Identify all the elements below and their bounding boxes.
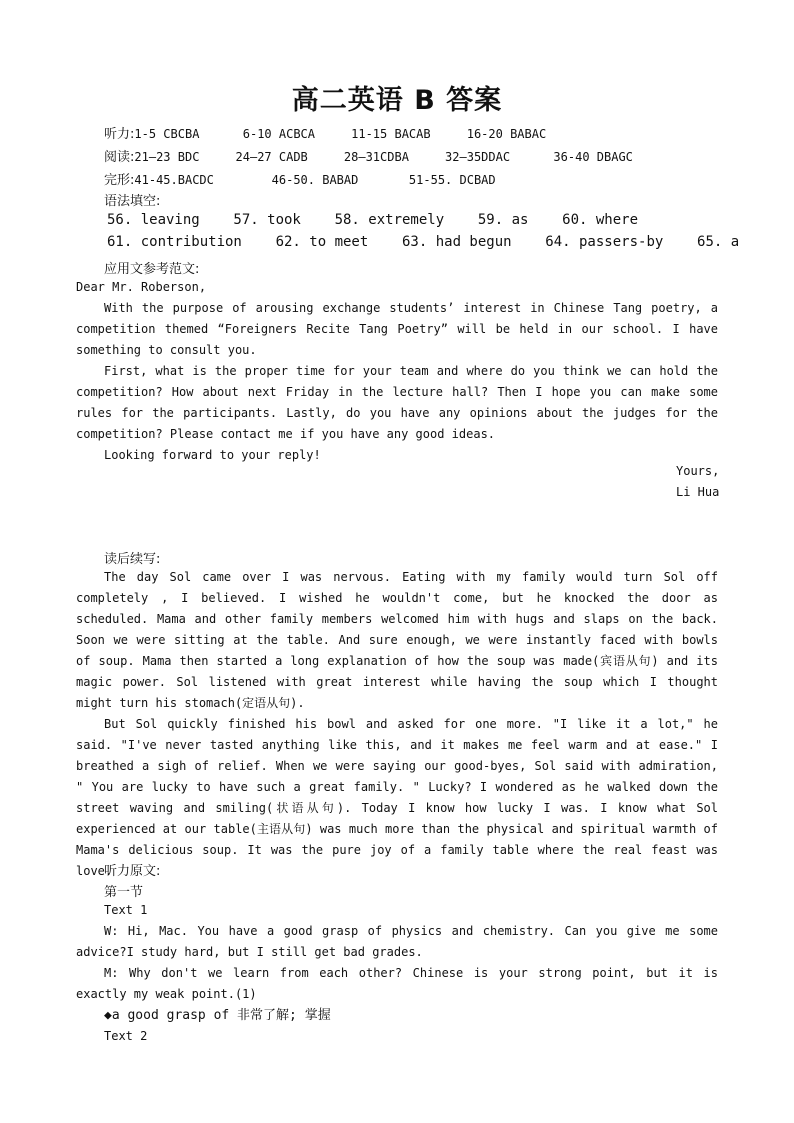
transcript-label: 听力原文: (104, 864, 161, 879)
transcript-body (76, 900, 718, 1047)
letter-paragraph-2: First, what is the proper time for your team and where do you think we can hold the competition? How about next Friday in the lecture hall? Then I hope you can make some rules for the participants. Lastly, do you have any opinions about the judges for the competition? Please contact me if you have any good ideas. (76, 364, 718, 441)
continuation-paragraph-2: But Sol quickly finished his bowl and asked for one more. "I like it a lot," he said. "I've never tasted anything like this, and it makes me feel warm and at ease." I breathed a sigh of relief. When we were saying our good-byes, Sol said with admiration, " You are lucky to have such a great family. " Lucky? I wondered as he walked down the street waving and smiling(状语从句). Today I know how lucky I was. I know what Sol experienced at our table(主语从句) was much more than the physical and spiritual warmth of Mama's delicious soup. It was the pure joy of a family table where the real feast was love. (76, 717, 718, 878)
cloze-label: 完形: (104, 173, 135, 188)
listening-keys: 1-5 CBCBA 6-10 ACBCA 11-15 BACAB 16-20 BABAC (134, 127, 547, 141)
continuation-body (76, 567, 718, 882)
listening-label: 听力: (104, 127, 135, 142)
grammar-row-2: 61. contribution 62. to meet 63. had begun 64. passers-by 65. a (107, 234, 740, 250)
transcript-woman-line: W: Hi, Mac. You have a good grasp of physics and chemistry. Can you give me some advice?I study hard, but I still get bad grades. (76, 924, 718, 959)
letter-paragraph-3: Looking forward to your reply! (104, 448, 321, 462)
reading-label: 阅读: (104, 150, 135, 165)
reading-keys: 21—23 BDC 24—27 CADB 28—31CDBA 32—35DDAC 36-40 DBAGC (134, 150, 633, 164)
cloze-answers (104, 169, 496, 188)
listening-answers (104, 123, 546, 142)
cloze-keys: 41-45.BACDC 46-50. BABAD 51-55. DCBAD (134, 173, 496, 187)
page-title: 高二英语 B 答案 (291, 85, 503, 116)
letter-body (76, 277, 718, 466)
transcript-text-1-heading: Text 1 (104, 903, 148, 917)
writing-label: 应用文参考范文: (104, 262, 200, 277)
grammar-label: 语法填空: (104, 194, 161, 209)
letter-greeting: Dear Mr. Roberson, (76, 280, 207, 294)
reading-answers (104, 146, 633, 165)
letter-signature: Li Hua (676, 485, 720, 499)
transcript-man-line: M: Why don't we learn from each other? Chinese is your strong point, but it is exactly my weak point.(1) (76, 966, 718, 1001)
letter-paragraph-1: With the purpose of arousing exchange students’ interest in Chinese Tang poetry, a competition themed “Foreigners Recite Tang Poetry” will be held in our school. I have something to consult you. (76, 301, 718, 357)
grammar-row-1: 56. leaving 57. took 58. extremely 59. as 60. where (107, 212, 639, 228)
vocabulary-note: ◆a good grasp of 非常了解; 掌握 (104, 1008, 331, 1023)
continuation-label: 读后续写: (104, 552, 161, 567)
transcript-section: 第一节 (104, 885, 144, 900)
transcript-text-2-heading: Text 2 (104, 1029, 148, 1043)
letter-closing: Yours, (676, 464, 720, 478)
continuation-paragraph-1: The day Sol came over I was nervous. Eating with my family would turn Sol off completely , I believed. I wished he wouldn't come, but he knocked the door as scheduled. Mama and other family members welcomed him with hugs and slaps on the back. Soon we were sitting at the table. And sure enough, we were instantly faced with bowls of soup. Mama then started a long explanation of how the soup was made(宾语从句) and its magic power. Sol listened with great interest while having the soup which I thought might turn his stomach(定语从句). (76, 570, 718, 710)
